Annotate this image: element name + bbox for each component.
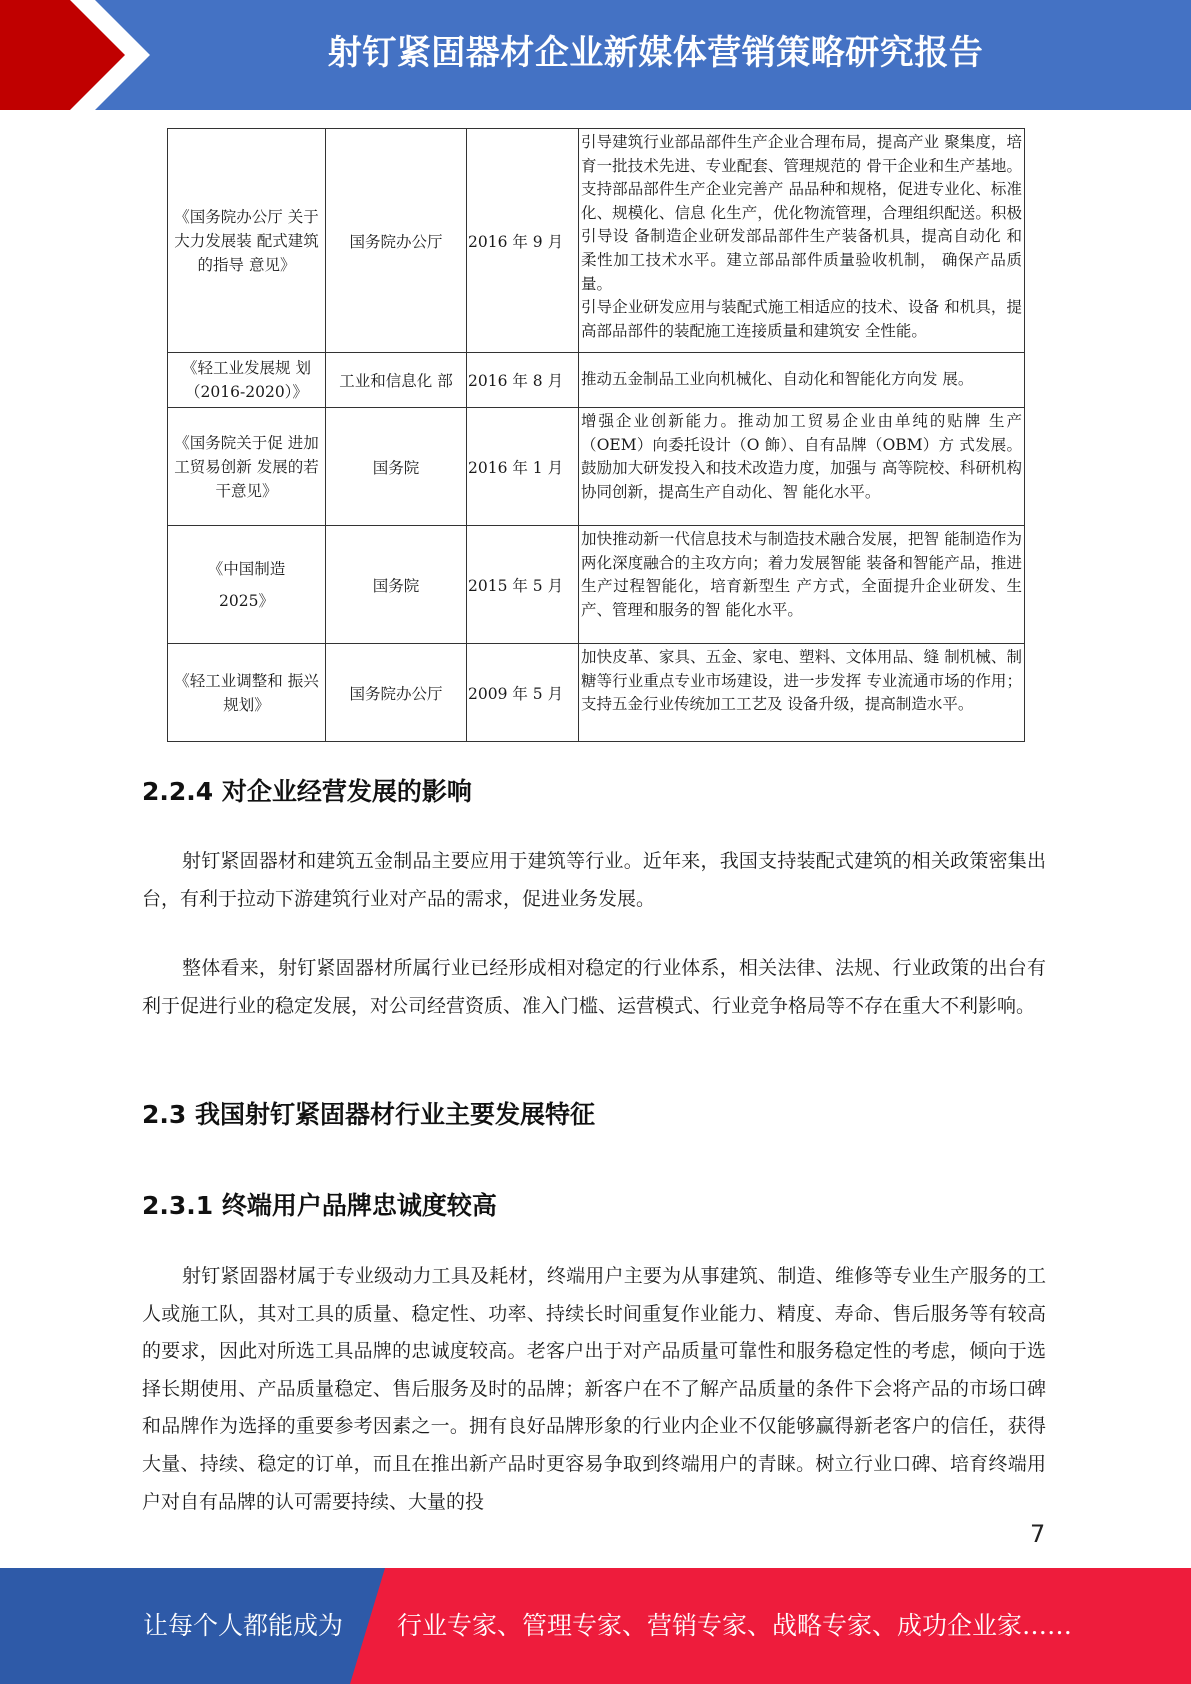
policy-content-paragraph: 加快皮革、家具、五金、家电、塑料、文体用品、缝 制机械、制糖等行业重点专业市场建设，进一步发挥 专业流通市场的作用；支持五金行业传统加工工艺及 设备升级，提高制造水平。 — [581, 648, 1022, 714]
table-row — [168, 129, 1025, 353]
body-paragraph: 射钉紧固器材和建筑五金制品主要应用于建筑等行业。近年来，我国支持装配式建筑的相关政策密集出台，有利于拉动下游建筑行业对产品的需求，促进业务发展。 — [142, 850, 1046, 910]
policy-content-cell — [579, 526, 1025, 644]
policy-name-cell: 《国务院办公厅 关于大力发展装 配式建筑的指导 意见》 — [168, 129, 326, 353]
policy-issuer-cell: 国务院 — [326, 408, 467, 526]
table-row — [168, 644, 1025, 742]
policy-content-cell — [579, 408, 1025, 526]
policy-content-paragraph: 推动五金制品工业向机械化、自动化和智能化方向发 展。 — [581, 370, 974, 389]
table-row — [168, 353, 1025, 408]
policy-name-cell — [168, 526, 326, 644]
header-chevron-decoration — [0, 0, 160, 110]
report-title: 射钉紧固器材企业新媒体营销策略研究报告 — [327, 33, 984, 73]
policy-content-paragraph: 加快推动新一代信息技术与制造技术融合发展，把智 能制造作为两化深度融合的主攻方向；着力发展智能 装备和智能产品，推进生产过程智能化，培育新型生 产方式，全面提升企业研发、生产、管理和服务的智 能化水平。 — [581, 530, 1022, 619]
policy-date-cell: 2015 年 5 月 — [467, 526, 579, 644]
policy-content-cell — [579, 353, 1025, 408]
footer-slogan-left: 让每个人都能成为 — [143, 1611, 344, 1640]
policy-issuer-cell: 国务院办公厅 — [326, 129, 467, 353]
policy-name-line: 2025》 — [219, 591, 274, 610]
policy-issuer-cell: 国务院办公厅 — [326, 644, 467, 742]
page-header — [0, 0, 1191, 110]
section-heading-2-2-4: 2.2.4 对企业经营发展的影响 — [142, 777, 472, 806]
policy-name-cell: 《国务院关于促 进加工贸易创新 发展的若干意见》 — [168, 408, 326, 526]
policy-issuer-cell: 工业和信息化 部 — [326, 353, 467, 408]
policy-content-cell — [579, 644, 1025, 742]
policy-name-line: 《中国制造 — [207, 559, 286, 578]
policy-name-cell: 《轻工业调整和 振兴规划》 — [168, 644, 326, 742]
policy-content-paragraph: 引导建筑行业部品部件生产企业合理布局，提高产业 聚集度，培育一批技术先进、专业配套、管理规范的 骨干企业和生产基地。支持部品部件生产企业完善产 品品种和规格，促进专业化、标准化、规模化、信息 化生产，优化物流管理，合理组织配送。积极引导设 备制造企业研发部品部件生产装备机具，提高自动化 和柔性加工技术水平。建立部品部件质量验收机制， 确保产品质量。 — [581, 133, 1022, 293]
table-row — [168, 408, 1025, 526]
policy-date-cell: 2016 年 8 月 — [467, 353, 579, 408]
section-heading-2-3-1: 2.3.1 终端用户品牌忠诚度较高 — [142, 1191, 497, 1220]
policy-issuer-cell: 国务院 — [326, 526, 467, 644]
policy-date-cell: 2009 年 5 月 — [467, 644, 579, 742]
policy-content-cell — [579, 129, 1025, 353]
policy-content-paragraph: 引导企业研发应用与装配式施工相适应的技术、设备 和机具，提高部品部件的装配施工连接质量和建筑安 全性能。 — [581, 298, 1022, 340]
policy-date-cell: 2016 年 1 月 — [467, 408, 579, 526]
policy-date-cell: 2016 年 9 月 — [467, 129, 579, 353]
footer-slogan-right: 行业专家、管理专家、营销专家、战略专家、成功企业家…… — [397, 1611, 1073, 1640]
table-row — [168, 526, 1025, 644]
policy-content-paragraph: 增强企业创新能力。推动加工贸易企业由单纯的贴牌 生产（OEM）向委托设计（O 飾）、自有品牌（OBM）方 式发展。鼓励加大研发投入和技术改造力度，加强与 高等院校、科研机构协同创新，提高生产自动化、智 能化水平。 — [581, 412, 1022, 501]
policy-table — [167, 128, 1025, 742]
policy-name-cell: 《轻工业发展规 划（2016-2020）》 — [168, 353, 326, 408]
body-paragraph: 整体看来，射钉紧固器材所属行业已经形成相对稳定的行业体系，相关法律、法规、行业政策的出台有利于促进行业的稳定发展，对公司经营资质、准入门槛、运营模式、行业竞争格局等不存在重大不利影响。 — [142, 957, 1046, 1017]
body-paragraph: 射钉紧固器材属于专业级动力工具及耗材，终端用户主要为从事建筑、制造、维修等专业生产服务的工人或施工队，其对工具的质量、稳定性、功率、持续长时间重复作业能力、精度、寿命、售后服务等有较高的要求，因此对所选工具品牌的忠诚度较高。老客户出于对产品质量可靠性和服务稳定性的考虑，倾向于选择长期使用、产品质量稳定、售后服务及时的品牌；新客户在不了解产品质量的条件下会将产品的市场口碑和品牌作为选择的重要参考因素之一。拥有良好品牌形象的行业内企业不仅能够赢得新老客户的信任，获得大量、持续、稳定的订单，而且在推出新产品时更容易争取到终端用户的青睐。树立行业口碑、培育终端用户对自有品牌的认可需要持续、大量的投 — [142, 1265, 1046, 1513]
page-footer — [0, 1568, 1191, 1684]
page-number: 7 — [1030, 1520, 1046, 1548]
section-heading-2-3: 2.3 我国射钉紧固器材行业主要发展特征 — [142, 1100, 595, 1129]
